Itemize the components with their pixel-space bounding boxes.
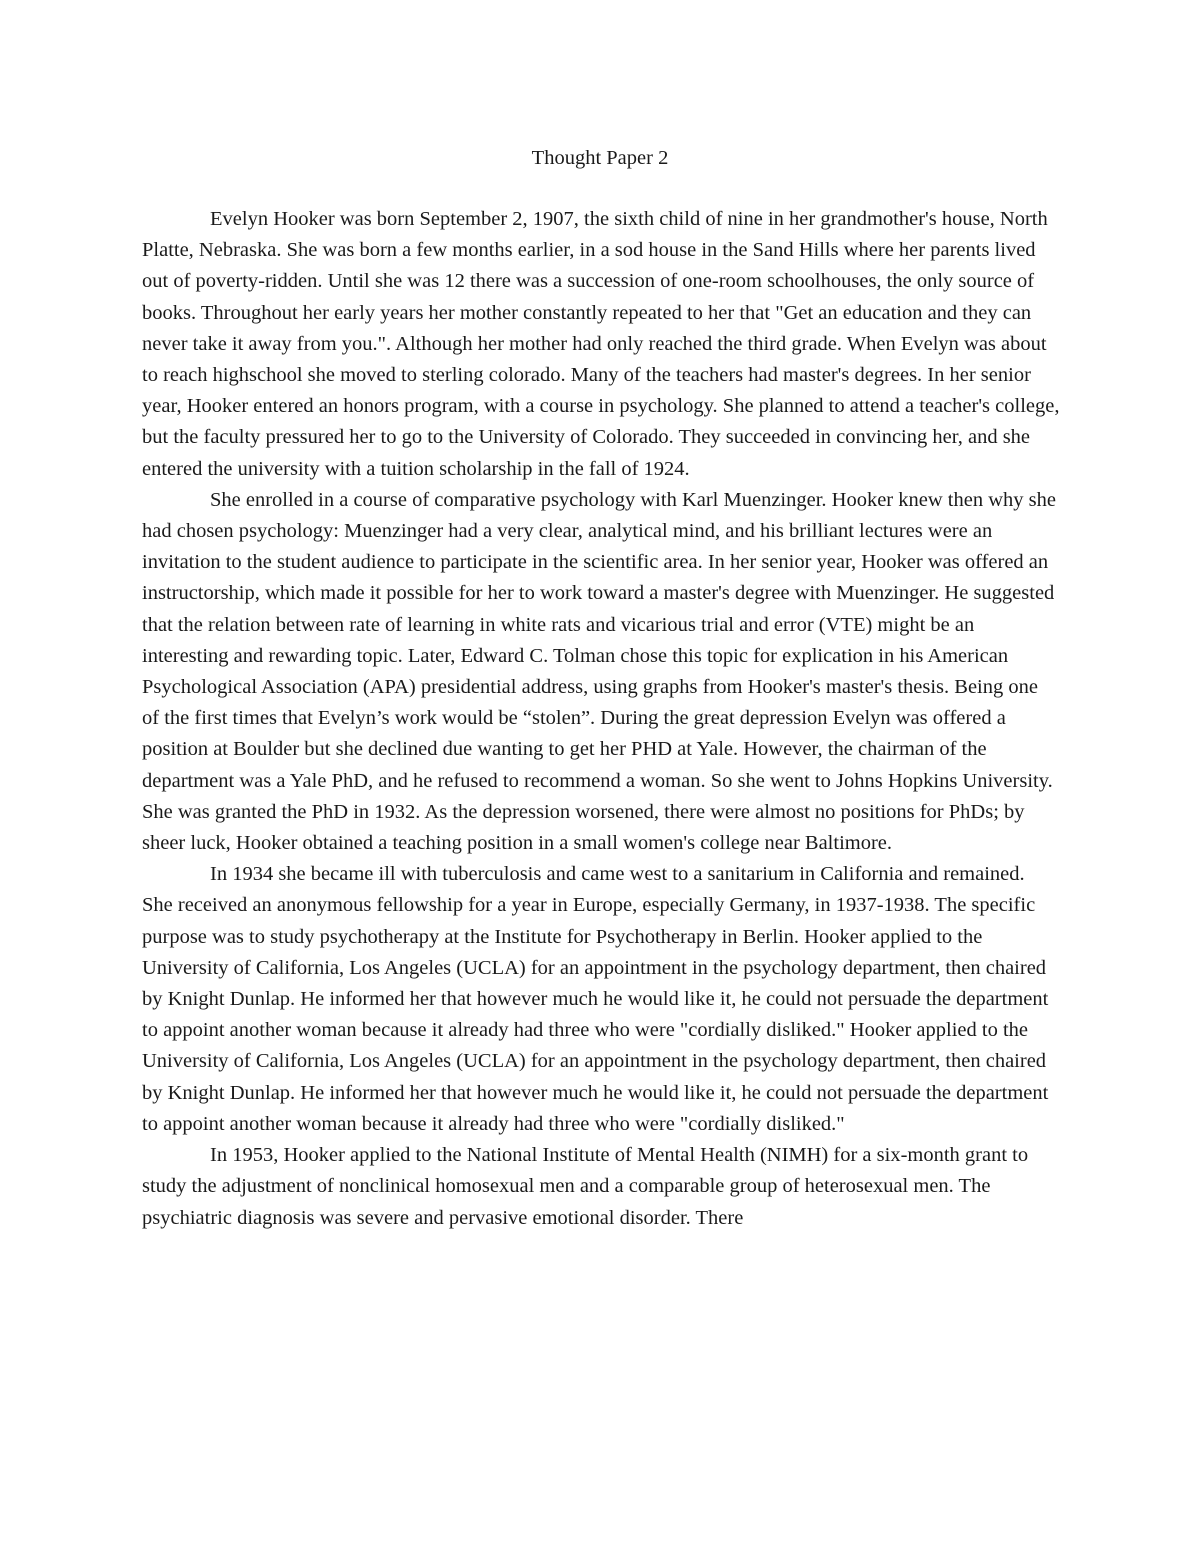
paragraph-2: She enrolled in a course of comparative psychology with Karl Muenzinger. Hooker knew then why she had chosen psychology: Muenzinger had a very clear, analytical mind, and his brilliant lectures were an invitation to the student audience to participate in the scientific area. In her senior year, Hooker was offered an instructorship, which made it possible for her to work toward a master's degree with Muenzinger. He suggested that the relation between rate of learning in white rats and vicarious trial and error (VTE) might be an interesting and rewarding topic. Later, Edward C. Tolman chose this topic for explication in his American Psychological Association (APA) presidential address, using graphs from Hooker's master's thesis. Being one of the first times that Evelyn’s work would be “stolen”. During the great depression Evelyn was offered a position at Boulder but she declined due wanting to get her PHD at Yale. However, the chairman of the department was a Yale PhD, and he refused to recommend a woman. So she went to Johns Hopkins University. She was granted the PhD in 1932. As the depression worsened, there were almost no positions for PhDs; by sheer luck, Hooker obtained a teaching position in a small women's college near Baltimore.: [142, 488, 1056, 855]
paragraph-3: In 1934 she became ill with tuberculosis and came west to a sanitarium in California and remained. She received an anonymous fellowship for a year in Europe, especially Germany, in 1937-1938. The specific purpose was to study psychotherapy at the Institute for Psychotherapy in Berlin. Hooker applied to the University of California, Los Angeles (UCLA) for an appointment in the psychology department, then chaired by Knight Dunlap. He informed her that however much he would like it, he could not persuade the department to appoint another woman because it already had three who were "cordially disliked." Hooker applied to the University of California, Los Angeles (UCLA) for an appointment in the psychology department, then chaired by Knight Dunlap. He informed her that however much he would like it, he could not persuade the department to appoint another woman because it already had three who were "cordially disliked.": [142, 863, 1049, 1135]
document-title: Thought Paper 2: [531, 147, 669, 169]
paragraph-1: Evelyn Hooker was born September 2, 1907, the sixth child of nine in her grandmother's house, North Platte, Nebraska. She was born a few months earlier, in a sod house in the Sand Hills where her parents lived out of poverty-ridden. Until she was 12 there was a succession of one-room schoolhouses, the only source of books. Throughout her early years her mother constantly repeated to her that "Get an education and they can never take it away from you.". Although her mother had only reached the third grade. When Evelyn was about to reach highschool she moved to sterling colorado. Many of the teachers had master's degrees. In her senior year, Hooker entered an honors program, with a course in psychology. She planned to attend a teacher's college, but the faculty pressured her to go to the University of Colorado. They succeeded in convincing her, and she entered the university with a tuition scholarship in the fall of 1924.: [142, 208, 1060, 480]
paragraph-4: In 1953, Hooker applied to the National Institute of Mental Health (NIMH) for a six-month grant to study the adjustment of nonclinical homosexual men and a comparable group of heterosexual men. The psychiatric diagnosis was severe and pervasive emotional disorder. There: [142, 1144, 1029, 1229]
document-body: [142, 204, 1060, 1234]
